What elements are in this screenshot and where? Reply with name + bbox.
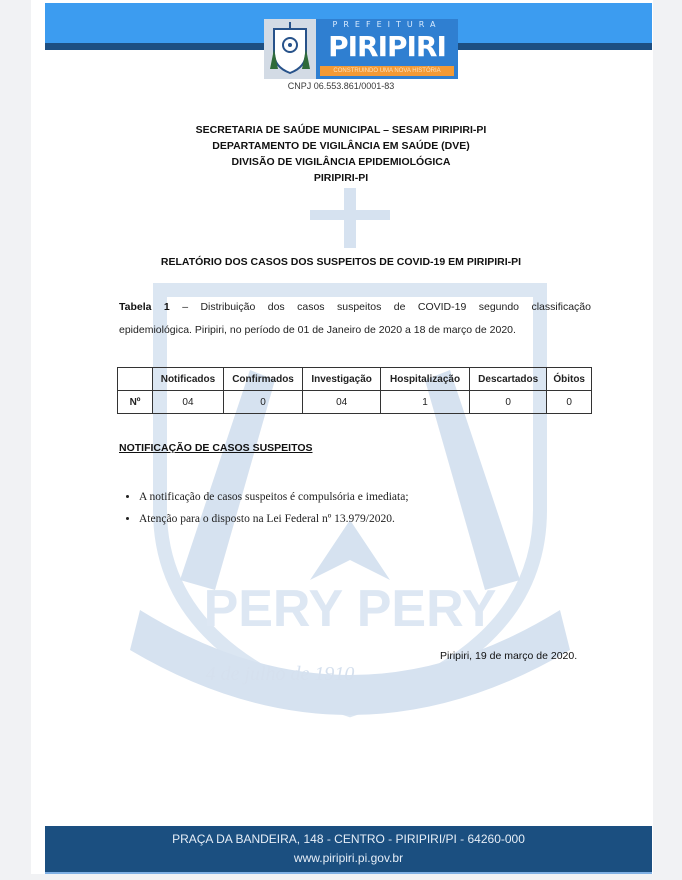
- notification-list: [125, 486, 409, 530]
- header-cell-hospitalizacao: Hospitalização: [381, 368, 470, 391]
- cell-obitos: 0: [547, 391, 592, 414]
- caption-label: Tabela 1: [119, 301, 170, 313]
- cell-confirmados: 0: [223, 391, 302, 414]
- header-line-secretaria: SECRETARIA DE SAÚDE MUNICIPAL – SESAM PIRIPIRI-PI: [195, 124, 487, 136]
- header-line-city: PIRIPIRI-PI: [313, 172, 369, 184]
- caption-line-1: [119, 296, 591, 319]
- header-line-departamento: DEPARTAMENTO DE VIGILÂNCIA EM SAÚDE (DVE): [212, 140, 470, 152]
- report-title: RELATÓRIO DOS CASOS DOS SUSPEITOS DE COVID-19 EM PIRIPIRI-PI: [160, 256, 522, 268]
- row-label-numero: Nº: [118, 391, 153, 414]
- footer-edge: [45, 872, 652, 874]
- caption-text-1: Distribuição dos casos suspeitos de COVID-19 segundo classificação: [200, 301, 591, 313]
- footer-address: PRAÇA DA BANDEIRA, 148 - CENTRO - PIRIPIRI/PI - 64260-000: [172, 832, 525, 846]
- watermark-motto: PERY PERY: [203, 580, 497, 638]
- header-cell-descartados: Descartados: [470, 368, 547, 391]
- cases-table: [117, 367, 592, 414]
- header-cell-confirmados: Confirmados: [223, 368, 302, 391]
- footer-bar: [45, 826, 652, 872]
- header-line-divisao: DIVISÃO DE VIGILÂNCIA EPIDEMIOLÓGICA: [231, 156, 451, 168]
- header-cell-notificados: Notificados: [153, 368, 224, 391]
- logo-prefix: PREFEITURA: [332, 20, 442, 29]
- list-item: • A notificação de casos suspeitos é compulsória e imediata;: [139, 486, 409, 508]
- watermark-cross-horizontal: [310, 210, 390, 220]
- watermark-date: 4 de julho de 1910: [205, 663, 355, 685]
- list-item: • Atenção para o disposto na Lei Federal nº 13.979/2020.: [139, 508, 409, 530]
- cnpj: CNPJ 06.553.861/0001-83: [287, 81, 395, 91]
- header-cell-investigacao: Investigação: [303, 368, 381, 391]
- logo-tagline: CONSTRUINDO UMA NOVA HISTÓRIA: [320, 66, 454, 76]
- footer-website: www.piripiri.pi.gov.br: [293, 851, 404, 865]
- table-row: [118, 391, 592, 414]
- signature-date: Piripiri, 19 de março de 2020.: [440, 650, 578, 662]
- cell-notificados: 04: [153, 391, 224, 414]
- table-header-row: [118, 368, 592, 391]
- cell-hospitalizacao: 1: [381, 391, 470, 414]
- logo-name: PIRIPIRI: [328, 30, 446, 63]
- header-cell-blank: [118, 368, 153, 391]
- header-cell-obitos: Óbitos: [547, 368, 592, 391]
- cell-investigacao: 04: [303, 391, 381, 414]
- prefeitura-logo: [264, 19, 458, 79]
- table-caption: [119, 296, 591, 342]
- cell-descartados: 0: [470, 391, 547, 414]
- notification-heading: NOTIFICAÇÃO DE CASOS SUSPEITOS: [119, 442, 313, 454]
- logo-wordmark: [316, 19, 458, 79]
- caption-line-2: epidemiológica. Piripiri, no período de 01 de Janeiro de 2020 a 18 de março de 2020.: [119, 324, 516, 336]
- caption-dash: –: [169, 301, 201, 313]
- coat-of-arms-icon: [264, 19, 316, 79]
